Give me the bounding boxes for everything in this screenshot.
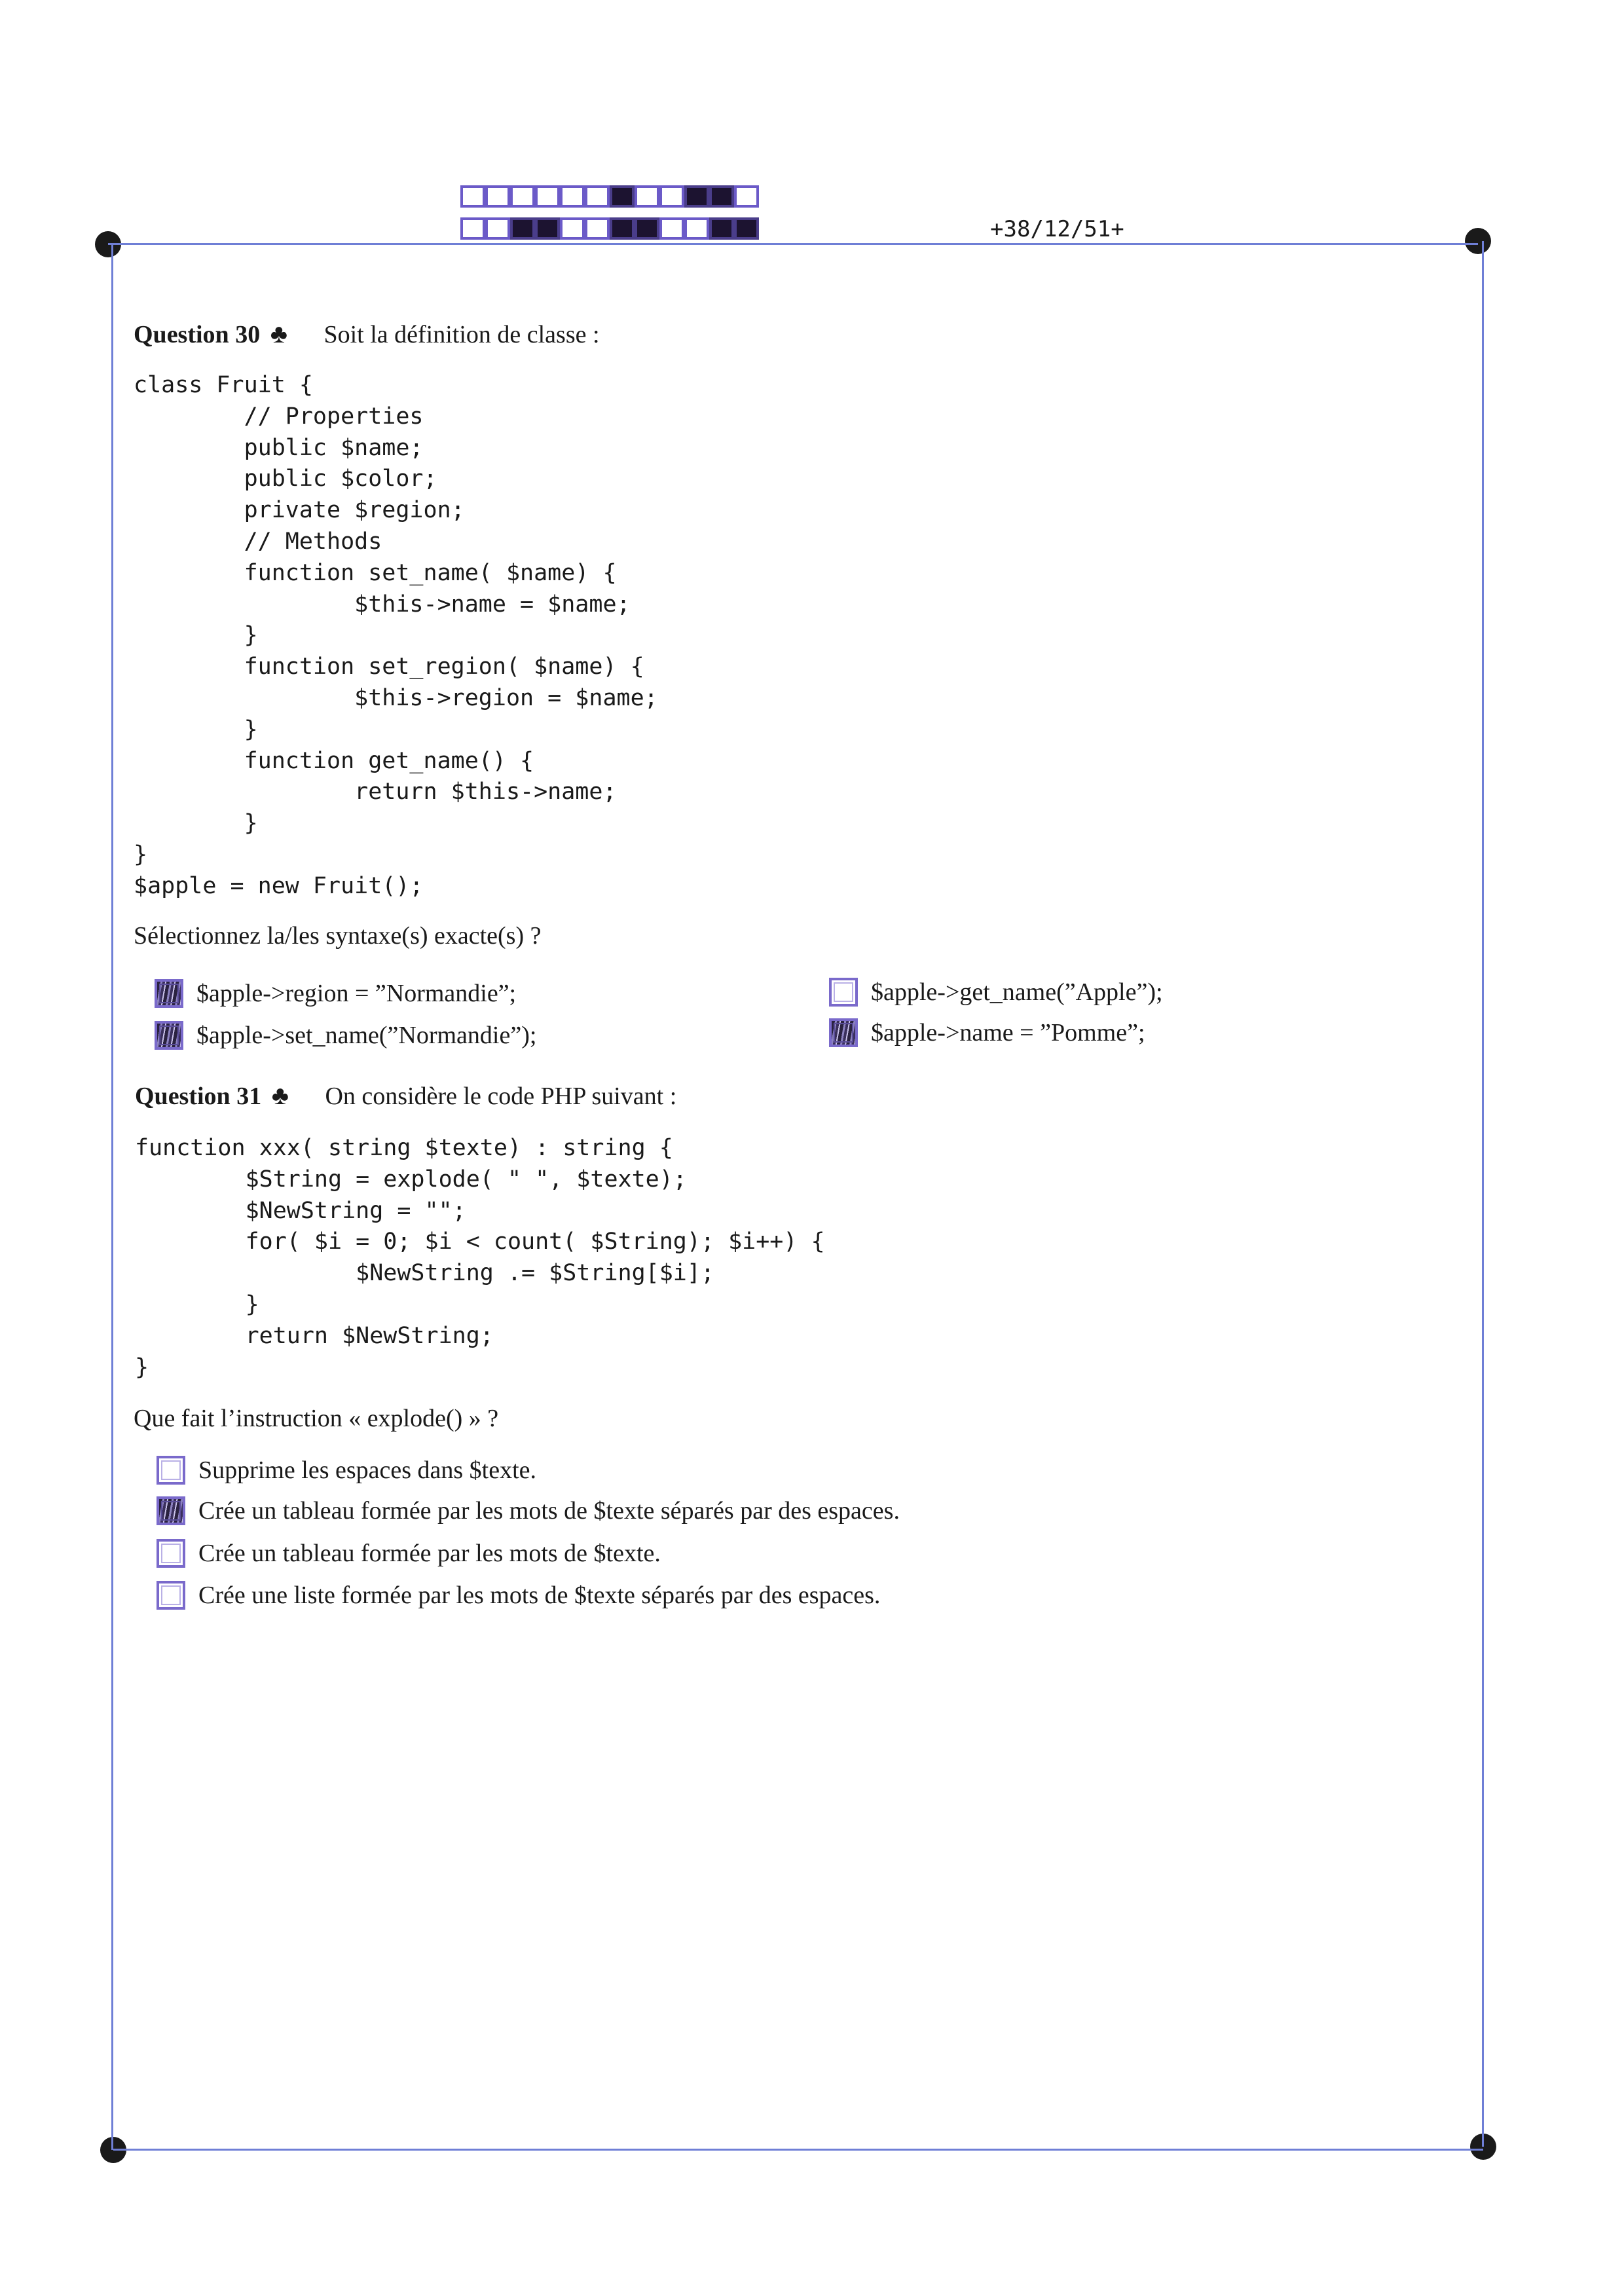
id-code-box xyxy=(684,217,709,240)
id-code-box xyxy=(709,217,734,240)
q30-answer-1[interactable] xyxy=(155,979,516,1008)
club-icon: ♣ xyxy=(271,1081,289,1110)
q30-answer-2-label: $apple->set_name(”Normandie”); xyxy=(196,1022,537,1049)
q30-answer-2[interactable] xyxy=(155,1021,536,1050)
id-code-box xyxy=(684,185,709,208)
question-30-header xyxy=(134,318,600,349)
page-id: +38/12/51+ xyxy=(990,216,1124,242)
id-code-box xyxy=(460,185,485,208)
q30-answer-4[interactable] xyxy=(829,1018,1145,1047)
q30-answer-3-label: $apple->get_name(”Apple”); xyxy=(871,978,1163,1006)
frame-top-line xyxy=(108,243,1478,245)
id-code-box xyxy=(485,185,510,208)
q31-answer-3-label: Crée un tableau formée par les mots de $texte. xyxy=(198,1540,661,1567)
question-30-intro: Soit la définition de classe : xyxy=(323,321,600,348)
frame-bottom-line xyxy=(113,2149,1483,2151)
q31-answer-2-checkbox[interactable] xyxy=(157,1496,185,1525)
q31-answer-3[interactable] xyxy=(157,1539,661,1568)
q30-answer-4-label: $apple->name = ”Pomme”; xyxy=(871,1019,1145,1046)
question-31-header xyxy=(135,1080,676,1111)
id-code-box xyxy=(610,217,635,240)
id-code-box xyxy=(510,217,535,240)
id-code-box xyxy=(635,185,659,208)
frame-right-line xyxy=(1482,241,1484,2147)
q30-answer-1-label: $apple->region = ”Normandie”; xyxy=(196,980,517,1007)
id-code-box xyxy=(535,185,560,208)
id-code-box xyxy=(535,217,560,240)
q31-answer-4-checkbox[interactable] xyxy=(157,1581,185,1610)
id-code-box xyxy=(460,217,485,240)
club-icon: ♣ xyxy=(270,319,287,348)
q30-answer-1-checkbox[interactable] xyxy=(155,979,183,1008)
question-30-title: Question 30 xyxy=(134,321,261,348)
id-code-box xyxy=(635,217,659,240)
question-31-intro: On considère le code PHP suivant : xyxy=(325,1083,677,1110)
frame-left-line xyxy=(111,244,113,2150)
q31-answer-1-checkbox[interactable] xyxy=(157,1456,185,1485)
q31-answer-1-label: Supprime les espaces dans $texte. xyxy=(198,1456,537,1484)
q31-answer-4-label: Crée une liste formée par les mots de $texte séparés par des espaces. xyxy=(198,1582,881,1609)
question-31-prompt: Que fait l’instruction « explode() » ? xyxy=(134,1405,499,1432)
q30-answer-3[interactable] xyxy=(829,978,1163,1007)
q31-answer-1[interactable] xyxy=(157,1456,536,1485)
id-code-box xyxy=(560,185,585,208)
q31-answer-4[interactable] xyxy=(157,1581,880,1610)
question-31-title: Question 31 xyxy=(135,1083,262,1110)
q31-answer-2-label: Crée un tableau formée par les mots de $texte séparés par des espaces. xyxy=(198,1497,900,1525)
id-code-box xyxy=(510,185,535,208)
id-code-box xyxy=(734,185,759,208)
q31-answer-2[interactable] xyxy=(157,1496,900,1525)
q30-answer-2-checkbox[interactable] xyxy=(155,1021,183,1050)
id-code-box xyxy=(610,185,635,208)
id-code-box xyxy=(709,185,734,208)
q30-answer-3-checkbox[interactable] xyxy=(829,978,858,1007)
id-code-row-1 xyxy=(460,185,759,208)
registration-mark-top-right xyxy=(1465,228,1491,254)
id-code-box xyxy=(734,217,759,240)
question-30-prompt: Sélectionnez la/les syntaxe(s) exacte(s) ? xyxy=(134,922,542,950)
question-31-code: function xxx( string $texte) : string { $String = explode( " ", $texte); $NewString = ""; for( $i = 0; $i < count( $String); $i++) { $NewString .= $String[$i]; } return $NewString; } xyxy=(135,1135,825,1380)
id-code-box xyxy=(659,185,684,208)
id-code-box xyxy=(485,217,510,240)
id-code-box xyxy=(585,185,610,208)
question-30-code: class Fruit { // Properties public $name; public $color; private $region; // Methods function set_name( $name) { $this->name = $name; } function set_region( $name) { $this->region = $name; } function get_name() { return $this->name; } } $apple = new Fruit(); xyxy=(134,372,658,899)
q30-answer-4-checkbox[interactable] xyxy=(829,1018,858,1047)
id-code-row-2 xyxy=(460,217,759,240)
id-code-box xyxy=(659,217,684,240)
q31-answer-3-checkbox[interactable] xyxy=(157,1539,185,1568)
id-code-box xyxy=(585,217,610,240)
id-code-box xyxy=(560,217,585,240)
